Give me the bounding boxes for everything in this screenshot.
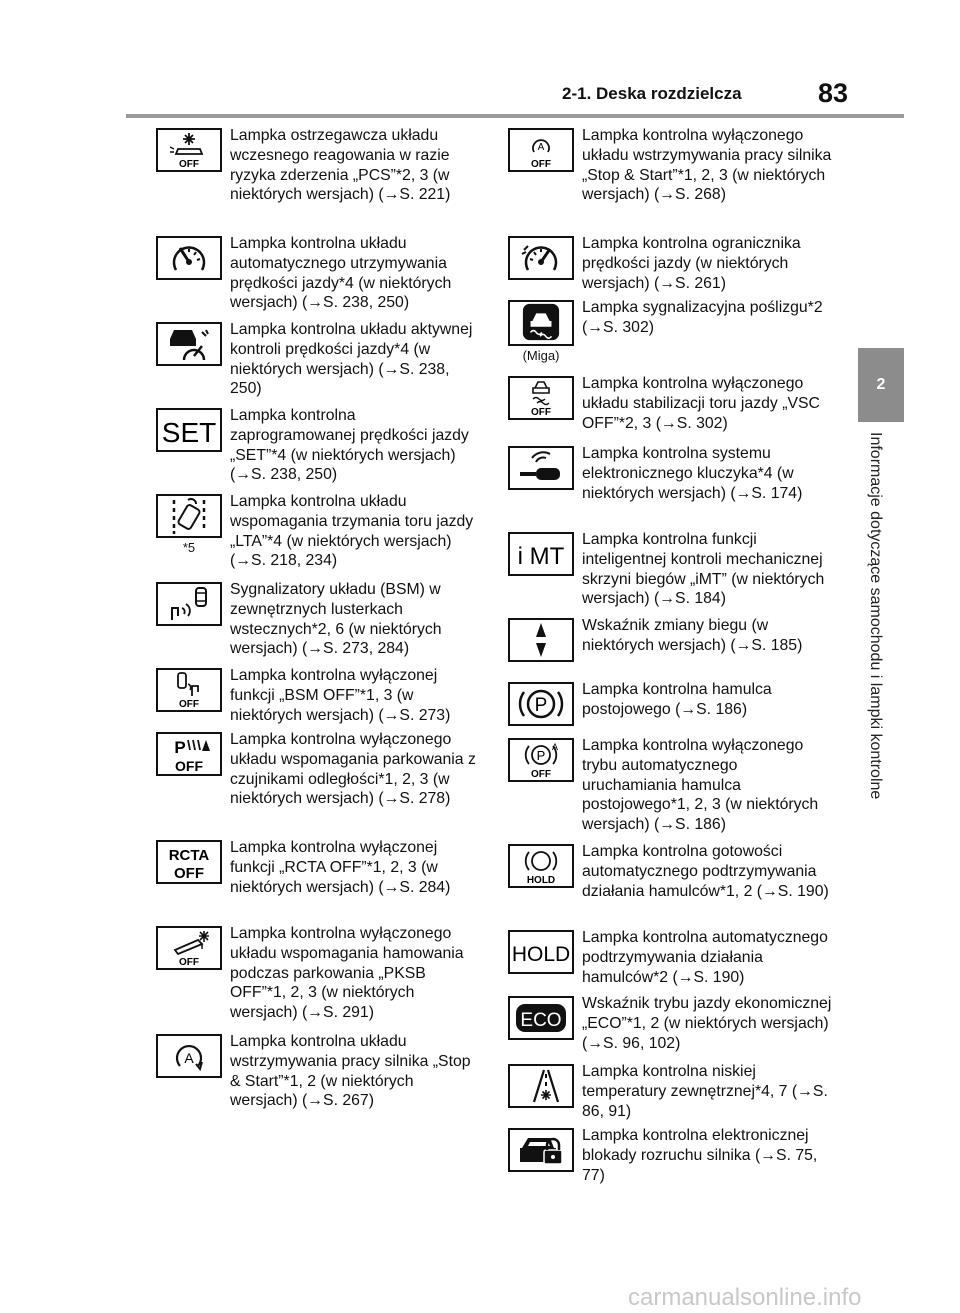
entry-text: Lampka kontrolna wyłączonego układu wstrzymywania pracy silnika „Stop & Start”*1, 2, 3 (w niektórych wersjach) (→S. 268) — [582, 127, 832, 204]
auto-parking-brake-off-icon — [508, 738, 574, 782]
entry-text: Lampka kontrolna hamulca postojowego (→S. 186) — [582, 681, 772, 718]
pcs-off-icon — [156, 128, 222, 172]
indicator-entry — [156, 128, 486, 208]
svg-text:P: P — [174, 738, 186, 757]
svg-text:OFF: OFF — [179, 957, 199, 968]
indicator-entry — [508, 128, 838, 208]
immobiliser-icon — [508, 1128, 574, 1172]
entry-text: Lampka kontrolna układu wstrzymywania pracy silnika „Stop & Start”*1, 2 (w niektórych wersjach) (→S. 267) — [230, 1033, 471, 1110]
svg-text:i MT: i MT — [517, 543, 565, 570]
dynamic-radar-cruise-icon — [156, 322, 222, 366]
entry-text: Lampka kontrolna ogranicznika prędkości jazdy (w niektórych wersjach) (→S. 261) — [582, 235, 801, 292]
entry-text: Lampka kontrolna zaprogramowanej prędkości jazdy „SET”*4 (w niektórych wersjach) (→S. 238, 250) — [230, 407, 469, 484]
eco-icon — [508, 996, 574, 1040]
svg-text:OFF: OFF — [179, 699, 199, 710]
svg-text:OFF: OFF — [175, 758, 203, 774]
imt-icon — [508, 532, 574, 576]
svg-text:A: A — [551, 742, 559, 752]
indicator-entry — [156, 840, 486, 920]
entry-text: Sygnalizatory układu (BSM) w zewnętrznych lusterkach wstecznych*2, 6 (w niektórych wersjach) (→S. 273, 284) — [230, 581, 442, 658]
brake-hold-standby-icon — [508, 844, 574, 888]
svg-text:OFF: OFF — [531, 769, 551, 780]
stop-start-off-icon — [508, 128, 574, 172]
slip-indicator-icon — [508, 300, 574, 346]
svg-text:OFF: OFF — [179, 159, 199, 170]
entry-text: Lampka kontrolna wyłączonej funkcji „RCTA OFF”*1, 2, 3 (w niektórych wersjach) (→S. 284) — [230, 839, 451, 896]
smart-key-icon — [508, 446, 574, 490]
low-temp-icon — [508, 1064, 574, 1108]
indicator-entry — [156, 1034, 486, 1114]
svg-text:OFF: OFF — [531, 159, 551, 170]
svg-text:OFF: OFF — [531, 407, 551, 418]
entry-text: Lampka kontrolna wyłączonego układu stabilizacji toru jazdy „VSC OFF”*2, 3 (→S. 302) — [582, 375, 820, 432]
bsm-icon — [156, 582, 222, 626]
pksb-off-icon — [156, 926, 222, 970]
indicator-entry — [156, 322, 486, 402]
svg-text:HOLD: HOLD — [526, 875, 556, 886]
chapter-tab: 2 — [858, 348, 904, 422]
entry-text: Lampka kontrolna gotowości automatycznego podtrzymywania działania hamulców*1, 2 (→S. 190) — [582, 843, 829, 900]
bsm-off-icon — [156, 668, 222, 712]
indicator-entry — [508, 737, 838, 834]
entry-text: Wskaźnik trybu jazdy ekonomicznej „ECO”*1, 2 (w niektórych wersjach) (→S. 96, 102) — [582, 995, 832, 1052]
svg-text:P: P — [536, 748, 546, 763]
svg-text:P: P — [534, 695, 548, 716]
indicator-entry — [156, 582, 486, 662]
entry-text: Lampka sygnalizacyjna poślizgu*2 (→S. 302) — [582, 299, 823, 336]
entry-text: Lampka kontrolna układu wspomagania trzymania toru jazdy „LTA”*4 (w niektórych wersjach) (→S. 218, 234) — [230, 493, 474, 570]
entry-text: Lampka kontrolna układu automatycznego utrzymywania prędkości jazdy*4 (w niektórych wersjach) (→S. 238, 250) — [230, 235, 452, 312]
indicator-entry — [508, 300, 838, 380]
shift-indicator-icon — [508, 618, 574, 662]
indicator-entry — [508, 532, 838, 612]
svg-text:ECO: ECO — [520, 1010, 562, 1031]
stop-start-icon — [156, 1034, 222, 1078]
rcta-off-icon — [156, 840, 222, 884]
cruise-control-icon — [156, 236, 222, 280]
entry-text: Lampka kontrolna wyłączonego układu wspomagania hamowania podczas parkowania „PKSB OFF”*1, 2, 3 (w niektórych wersjach) (→S. 291) — [230, 925, 464, 1022]
vsc-off-icon — [508, 376, 574, 420]
indicator-entry — [508, 446, 838, 526]
page-number: 83 — [818, 78, 849, 108]
svg-text:A: A — [184, 1050, 194, 1066]
indicator-entry — [508, 844, 838, 924]
entry-text: Lampka kontrolna układu aktywnej kontroli prędkości jazdy*4 (w niektórych wersjach) (→S. 238, 250) — [230, 321, 473, 398]
entry-text: Lampka kontrolna funkcji inteligentnej kontroli mechanicznej skrzyni biegów „iMT” (w niektórych wersjach) (→S. 184) — [582, 531, 825, 608]
speed-limiter-icon — [508, 236, 574, 280]
header-rule — [126, 114, 904, 118]
entry-text: Lampka kontrolna wyłączonego układu wspomagania parkowania z czujnikami odległości*1, 2, 3 (w niektórych wersjach) (→S. 278) — [230, 731, 476, 808]
icon-caption: *5 — [182, 540, 196, 555]
indicator-entry — [508, 1128, 838, 1208]
indicator-entry — [156, 494, 486, 574]
indicator-entry — [156, 732, 486, 812]
entry-text: Lampka kontrolna wyłączonej funkcji „BSM OFF”*1, 3 (w niektórych wersjach) (→S. 273) — [230, 667, 451, 724]
indicator-entry — [156, 236, 486, 316]
svg-text:HOLD: HOLD — [511, 943, 571, 966]
entry-text: Lampka kontrolna niskiej temperatury zewnętrznej*4, 7 (→S. 86, 91) — [582, 1063, 828, 1120]
indicator-entry — [156, 925, 486, 1022]
entry-text: Lampka kontrolna wyłączonego trybu automatycznego uruchamiania hamulca postojowego*1, 2, 3 (w niektórych wersjach) (→S. 186) — [582, 737, 819, 834]
entry-text: Lampka kontrolna systemu elektronicznego kluczyka*4 (w niektórych wersjach) (→S. 174) — [582, 445, 803, 502]
lta-icon — [156, 494, 222, 538]
svg-text:OFF: OFF — [174, 865, 204, 882]
parking-sensor-off-icon — [156, 732, 222, 776]
icon-caption: (Miga) — [522, 348, 560, 363]
entry-text: Lampka kontrolna elektronicznej blokady rozruchu silnika (→S. 75, 77) — [582, 1127, 818, 1184]
chapter-label: Informacje dotyczące samochodu i lampki kontrolne — [867, 432, 884, 800]
section-title: 2-1. Deska rozdzielcza — [562, 84, 742, 103]
entry-text: Lampka ostrzegawcza układu wczesnego reagowania w razie ryzyka zderzenia „PCS”*2, 3 (w niektórych wersjach) (→S. 221) — [230, 127, 451, 204]
hold-icon — [508, 930, 574, 974]
entry-text: Wskaźnik zmiany biegu (w niektórych wersjach) (→S. 185) — [582, 617, 803, 654]
parking-brake-icon — [508, 682, 574, 726]
watermark: carmanualsonline.info — [628, 1284, 862, 1311]
svg-text:RCTA: RCTA — [168, 847, 210, 864]
entry-text: Lampka kontrolna automatycznego podtrzymywania działania hamulców*2 (→S. 190) — [582, 929, 828, 986]
indicator-entry — [156, 408, 486, 488]
set-icon — [156, 408, 222, 452]
svg-text:SET: SET — [161, 417, 217, 448]
svg-text:A: A — [537, 142, 545, 153]
